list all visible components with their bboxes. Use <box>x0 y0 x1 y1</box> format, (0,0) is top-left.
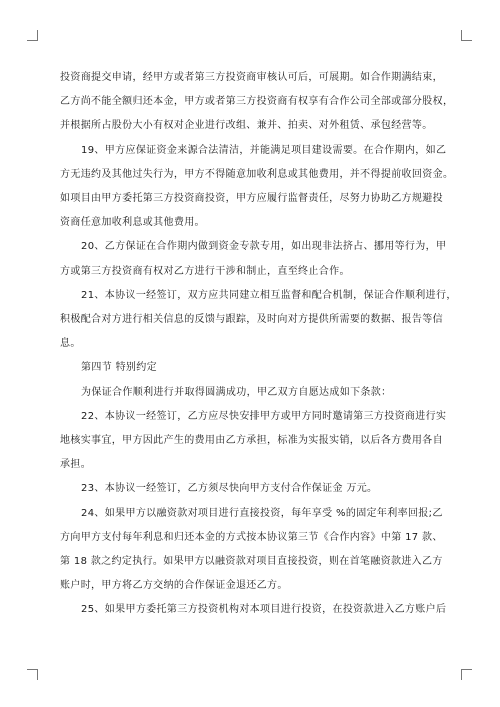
paragraph-line: 19、甲方应保证资金来源合法清洁，并能满足项目建设需要。在合作期内，如乙 <box>81 144 447 156</box>
paragraph <box>60 381 445 405</box>
paragraph <box>60 598 445 622</box>
paragraph-line: 方无违约及其他过失行为，甲方不得随意加收利息或其他费用，并不得提前收回资金。 <box>60 168 454 180</box>
paragraph-line: 投资商提交申请，经甲方或者第三方投资商审核认可后，可展期。如合作期满结束， <box>60 72 443 83</box>
paragraph-line: 账户时，甲方将乙方交纳的合作保证金退还乙方。 <box>60 580 288 592</box>
paragraph-line: 积极配合对方进行相关信息的反馈与跟踪，及时向对方提供所需要的数据、报告等信 <box>60 314 443 326</box>
paragraph-line: 23、本协议一经签订，乙方须尽快向甲方支付合作保证金 万元。 <box>81 483 378 495</box>
paragraph <box>60 235 445 283</box>
paragraph-line: 并根据所占股份大小有权对企业进行改组、兼并、拍卖、对外租赁、承包经营等。 <box>60 120 433 132</box>
crop-mark-top-right <box>461 30 472 41</box>
document-body <box>60 66 457 623</box>
paragraph-line: 第四节 特别约定 <box>81 362 157 374</box>
paragraph-line: 承担。 <box>60 459 92 471</box>
paragraph-line: 22、本协议一经签订，乙方应尽快安排甲方或甲方同时邀请第三方投资商进行实 <box>81 410 447 422</box>
paragraph-line: 第 18 款之约定执行。如果甲方以融资款对项目直接投资，则在首笔融资款进入乙方 <box>60 556 443 568</box>
paragraph-line: 如项目由甲方委托第三方投资商投资，甲方应履行监督责任，尽努力协助乙方规避投 <box>60 193 443 205</box>
paragraph <box>60 405 445 478</box>
paragraph-line: 21、本协议一经签订，双方应共同建立相互监督和配合机制，保证合作顺利进行， <box>81 289 457 301</box>
paragraph-line: 资商任意加收利息或其他费用。 <box>60 217 205 229</box>
paragraph-line: 24、如果甲方以融资款对项目进行直接投资，每年享受 %的固定年利率回报;乙 <box>81 507 443 519</box>
crop-mark-bottom-right <box>461 669 472 680</box>
paragraph <box>60 66 454 139</box>
crop-mark-bottom-left <box>27 669 38 680</box>
paragraph-line: 25、如果甲方委托第三方投资机构对本项目进行投资，在投资款进入乙方账户后 <box>81 604 447 616</box>
paragraph-line: 方或第三方投资商有权对乙方进行干涉和制止，直至终止合作。 <box>60 265 350 277</box>
crop-mark-top-left <box>27 30 38 41</box>
paragraph <box>60 477 445 501</box>
paragraph <box>60 139 454 236</box>
paragraph-line: 乙方尚不能全额归还本金，甲方或者第三方投资商有权享有合作公司全部或部分股权， <box>60 96 454 108</box>
paragraph <box>60 284 457 357</box>
paragraph <box>60 356 445 380</box>
paragraph <box>60 502 445 599</box>
paragraph-line: 息。 <box>60 338 81 350</box>
paragraph-line: 地核实事宜，甲方因此产生的费用由乙方承担，标准为实报实销，以后各方费用各自 <box>60 435 443 447</box>
paragraph-line: 方向甲方支付每年利息和归还本金的方式按本协议第三节《合作内容》中第 17 款、 <box>60 531 443 543</box>
paragraph-line: 为保证合作顺利进行并取得圆满成功，甲乙双方自愿达成如下条款： <box>81 386 392 398</box>
paragraph-line: 20、乙方保证在合作期内做到资金专款专用，如出现非法挤占、挪用等行为，甲 <box>81 241 447 253</box>
